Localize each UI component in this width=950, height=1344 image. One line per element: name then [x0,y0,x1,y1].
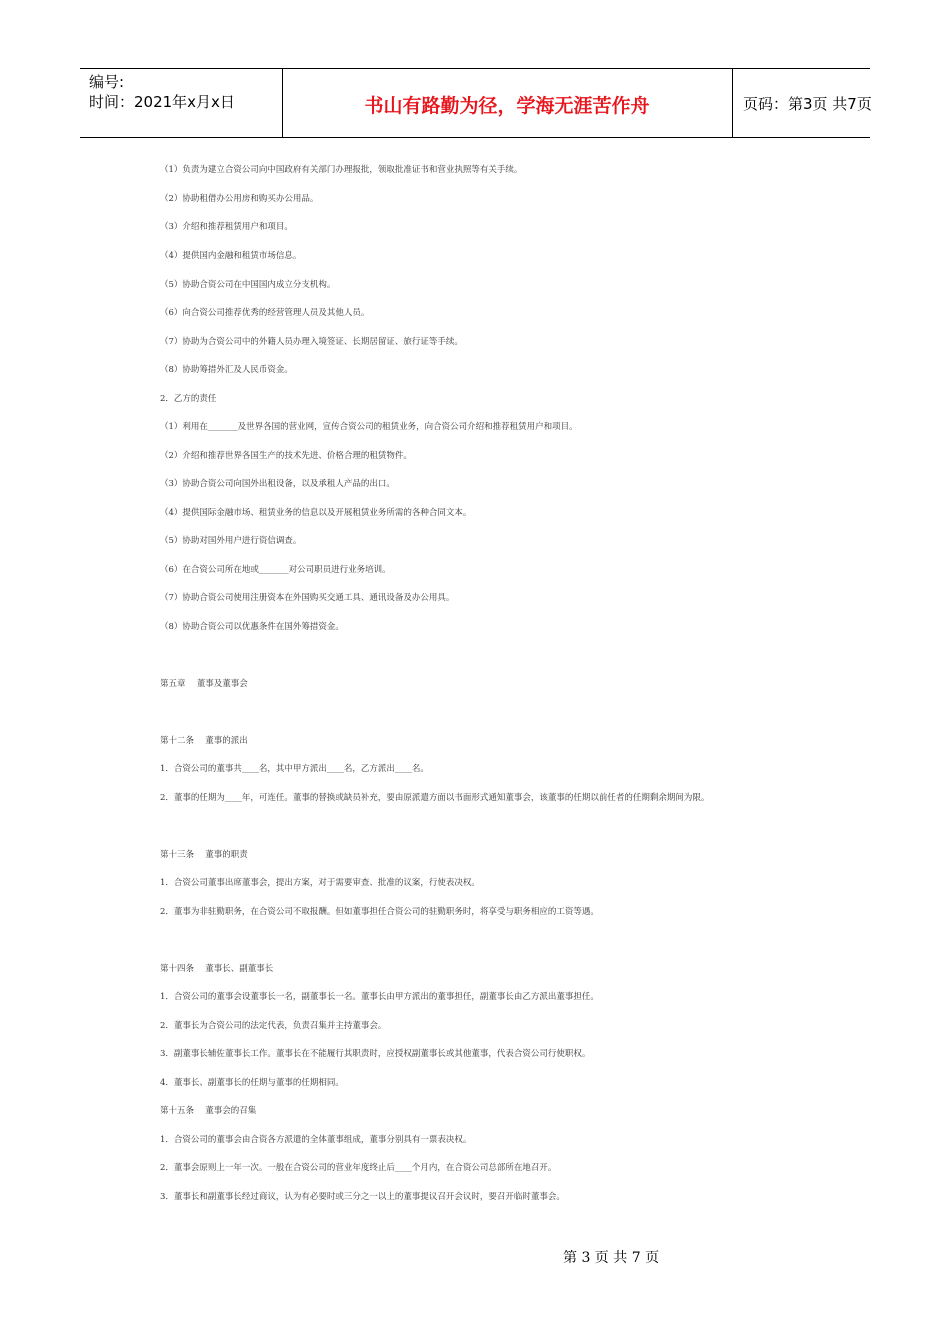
header-motto-cell [282,69,733,137]
article-heading: 第十四条 董事长、副董事长 [160,964,274,974]
article-heading: 第十五条 董事会的召集 [160,1106,257,1116]
body-line: 2．董事的任期为____年，可连任。董事的替换或缺员补充，要由原派遣方面以书面形式通知董事会，该董事的任期以前任者的任期剩余期间为限。 [160,793,710,803]
body-line: 3．董事长和副董事长经过商议，认为有必要时或三分之一以上的董事提议召开会议时，要召开临时董事会。 [160,1192,565,1202]
body-line: 2．董事为非驻勤职务，在合资公司不取报酬。但如董事担任合资公司的驻勤职务时，将享受与职务相应的工资等遇。 [160,907,599,917]
body-line: 2．董事长为合资公司的法定代表，负责召集并主持董事会。 [160,1021,387,1031]
header-page-cell [733,69,870,137]
section-heading: 2．乙方的责任 [160,394,217,404]
article-heading: 第十二条 董事的派出 [160,736,248,746]
body-line: （2）介绍和推荐世界各国生产的技术先进、价格合理的租赁物件。 [160,451,412,461]
body-line: （2）协助租借办公用房和购买办公用品。 [160,194,319,204]
body-line: （3）介绍和推荐租赁用户和项目。 [160,222,293,232]
body-line: （8）协助筹措外汇及人民币资金。 [160,365,293,375]
document-time-label: 时间：2021年x月x日 [89,93,235,111]
body-line: （6）向合资公司推荐优秀的经营管理人员及其他人员。 [160,308,370,318]
body-line: （5）协助合资公司在中国国内成立分支机构。 [160,280,336,290]
chapter-heading: 第五章 董事及董事会 [160,679,248,689]
article-heading: 第十三条 董事的职责 [160,850,248,860]
document-number-label: 编号: [89,73,125,91]
header-motto: 书山有路勤为径，学海无涯苦作舟 [364,95,650,117]
body-line: （3）协助合资公司向国外出租设备，以及承租人产品的出口。 [160,479,395,489]
header-info-cell [80,69,283,137]
body-line: 1．合资公司的董事共____名，其中甲方派出____名，乙方派出____名。 [160,764,429,774]
header-page-number: 页码：第3页 共7页 [743,95,872,113]
body-line: （8）协助合资公司以优惠条件在国外筹措资金。 [160,622,344,632]
body-line: （4）提供国内金融和租赁市场信息。 [160,251,302,261]
body-line: （5）协助对国外用户进行资信调查。 [160,536,302,546]
body-line: （7）协助合资公司使用注册资本在外国购买交通工具、通讯设备及办公用具。 [160,593,455,603]
body-line: （6）在合资公司所在地或_______对公司职员进行业务培训。 [160,565,391,575]
body-line: （1）负责为建立合资公司向中国政府有关部门办理报批，领取批准证书和营业执照等有关手续。 [160,165,523,175]
body-line: （1）利用在_______及世界各国的营业网，宣传合资公司的租赁业务，向合资公司介绍和推荐租赁用户和项目。 [160,422,578,432]
footer-page-number: 第 3 页 共 7 页 [563,1250,660,1266]
body-line: （4）提供国际金融市场、租赁业务的信息以及开展租赁业务所需的各种合同文本。 [160,508,472,518]
body-line: 3．副董事长辅佐董事长工作。董事长在不能履行其职责时，应授权副董事长或其他董事，代表合资公司行使职权。 [160,1049,591,1059]
body-line: 4．董事长、副董事长的任期与董事的任期相同。 [160,1078,344,1088]
body-line: 1．合资公司的董事会由合资各方派遣的全体董事组成，董事分别具有一票表决权。 [160,1135,472,1145]
body-line: 2．董事会原则上一年一次。一般在合资公司的营业年度终止后____个月内，在合资公司总部所在地召开。 [160,1163,557,1173]
body-line: 1．合资公司董事出席董事会，提出方案，对于需要审查、批准的议案，行使表决权。 [160,878,480,888]
body-line: （7）协助为合资公司中的外籍人员办理入境签证、长期居留证、旅行证等手续。 [160,337,463,347]
body-line: 1．合资公司的董事会设董事长一名，副董事长一名。董事长由甲方派出的董事担任，副董事长由乙方派出董事担任。 [160,992,599,1002]
page-header [80,68,870,138]
